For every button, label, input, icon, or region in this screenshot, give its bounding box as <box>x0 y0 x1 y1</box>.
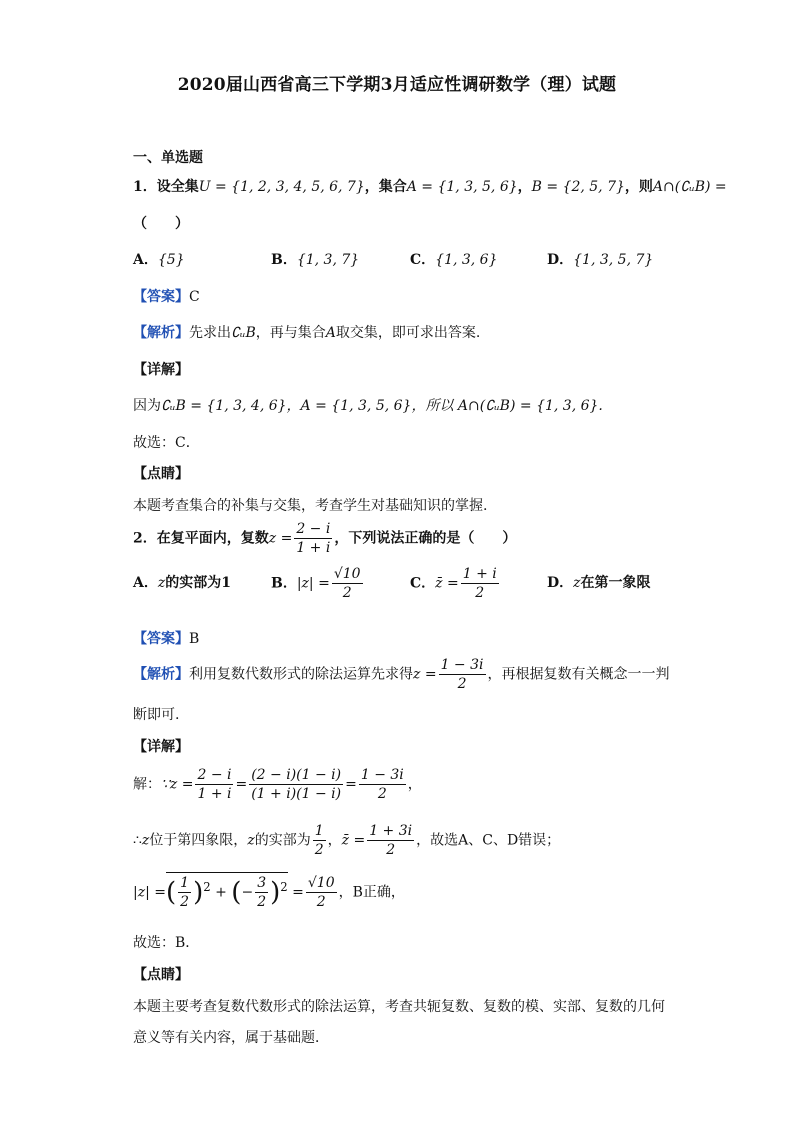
q1-answer-tag: 【答案】 <box>133 289 189 305</box>
q1-option-b-label: B． <box>271 252 297 268</box>
q2-sol-f2-den: (1 + i)(1 − i) <box>251 786 342 802</box>
q2-l3-t1-den: 2 <box>180 894 190 910</box>
q2-option-b-label: B． <box>271 575 297 592</box>
q2-comment-line2: 意义等有关内容，属于基础题． <box>133 1030 329 1046</box>
q2-stem-prefix: 2．在复平面内，复数 <box>133 530 269 547</box>
q2-l2-frac <box>367 822 414 859</box>
q1-analysis-text1: 先求出 <box>189 325 231 341</box>
q1-analysis <box>133 322 480 342</box>
q1-choose: 故选：C． <box>133 435 200 451</box>
q2-l3-result <box>306 874 337 911</box>
q2-analysis-den: 2 <box>457 676 467 692</box>
q2-z-eq: z = <box>268 530 293 547</box>
q1-analysis-tag: 【解析】 <box>133 325 189 341</box>
q2-analysis-text2: ，再根据复数有关概念一一判 <box>487 666 670 683</box>
q2-option-d <box>547 572 651 592</box>
q2-option-b-num: √10 <box>333 566 361 582</box>
q2-answer-tag: 【答案】 <box>133 631 189 647</box>
q1-analysis-expr: ∁ᵤB <box>231 325 256 341</box>
q2-solution-line1: 解：∵z = $\frac{2 - i}{1 + i}$ = $\frac{(2 - i)(1 - i)}{(1 + i)(1 - i)}$ = $\frac{1 - 3i}{2}$ ， <box>133 767 422 802</box>
q1-analysis-a: A <box>325 325 336 341</box>
q2-l2-c: 的实部为 <box>254 832 311 849</box>
q2-analysis-num: 1 − 3i <box>440 657 484 673</box>
q2-stem-fraction <box>294 520 332 557</box>
q1-answer <box>133 286 200 306</box>
q2-l2-half-num: 1 <box>314 823 324 839</box>
document-title: 2020届山西省高三下学期3月适应性调研数学（理）试题 <box>177 75 617 95</box>
q1-paren: （ ） <box>133 216 189 232</box>
q1-stem-prefix: 1．设全集 <box>133 179 199 195</box>
q2-l3-lhs: |z| = <box>133 884 166 901</box>
q2-sol-frac1 <box>195 766 233 803</box>
q2-l3-den: 2 <box>316 894 326 910</box>
q1-u-set: U = {1, 2, 3, 4, 5, 6, 7} <box>198 179 365 195</box>
q2-solution-line3 <box>133 872 405 911</box>
q2-option-b <box>271 565 365 602</box>
q2-l2-d: ， <box>327 832 342 849</box>
q1-detail-text: 因为 <box>133 398 161 414</box>
q2-option-a-label: A． <box>133 575 158 591</box>
q2-option-c-num: 1 + i <box>462 566 497 582</box>
q1-detail-tag: 【详解】 <box>133 362 189 378</box>
q2-sol-f2-num: (2 − i)(1 − i) <box>251 767 342 783</box>
q1-option-a-value: {5} <box>157 252 185 268</box>
q1-detail <box>133 395 603 415</box>
q2-l3-tail: ，B正确， <box>338 884 405 901</box>
q2-l3-t2-den: 2 <box>257 894 267 910</box>
q1-option-d-value: {1, 3, 5, 7} <box>573 252 654 268</box>
q2-stem-suffix: ，下列说法正确的是（ ） <box>334 530 517 547</box>
q1-stem-mid1: ，集合 <box>364 179 407 195</box>
q1-b-set: B = {2, 5, 7} <box>531 179 625 195</box>
q2-solution-line2 <box>133 822 560 859</box>
q2-analysis <box>133 656 670 693</box>
q2-l3-sqrt: ( $\frac{1}{2}$ )$^2$ + (− $\frac{3}{2}$ )$^2$ <box>166 872 288 911</box>
q2-l2-half <box>313 822 326 859</box>
q2-l2-z: z <box>141 832 150 849</box>
q1-option-a <box>133 249 185 269</box>
q2-sol-f3-den: 2 <box>377 786 387 802</box>
q2-option-a-text: 的实部为1 <box>165 575 232 591</box>
q2-sol-f3-num: 1 − 3i <box>360 767 404 783</box>
q1-a-set: A = {1, 3, 5, 6} <box>406 179 518 195</box>
q2-l2-den: 2 <box>386 842 396 858</box>
section-heading: 一、单选题 <box>133 150 203 166</box>
q2-option-d-z: z <box>573 575 581 591</box>
q2-l3-t1 <box>178 874 191 911</box>
q2-comment-tag: 【点睛】 <box>133 967 189 983</box>
q1-detail-math: ∁ᵤB = {1, 3, 4, 6}，A = {1, 3, 5, 6}，所以 A∩(∁ᵤB) = {1, 3, 6}. <box>161 398 603 414</box>
q2-l2-e: ，故选A、C、D错误； <box>416 832 561 849</box>
q2-sol-z: ∵z = <box>161 776 194 793</box>
q2-option-a-z: z <box>157 575 166 591</box>
q1-comment-tag: 【点睛】 <box>133 466 189 482</box>
q2-l3-t2 <box>255 874 268 911</box>
q2-l2-zbar: z̄ = <box>341 832 366 849</box>
q2-analysis-text1: 利用复数代数形式的除法运算先求得 <box>189 666 413 683</box>
q2-option-c <box>410 565 501 602</box>
q2-analysis-cont: 断即可. <box>133 707 180 723</box>
q1-option-b-value: {1, 3, 7} <box>296 252 360 268</box>
q2-option-a <box>133 572 231 592</box>
q2-sol-f1-den: 1 + i <box>197 786 232 802</box>
q2-option-c-den: 2 <box>475 585 485 601</box>
q1-expr: A∩(∁ᵤB) = <box>652 179 727 195</box>
q2-sol-frac3 <box>359 766 406 803</box>
q2-option-c-frac <box>461 565 499 602</box>
q2-l3-eq: = <box>292 884 304 901</box>
q2-comment-line1: 本题主要考查复数代数形式的除法运算，考查共轭复数、复数的模、实部、复数的几何 <box>133 999 665 1015</box>
q1-comment: 本题考查集合的补集与交集，考查学生对基础知识的掌握. <box>133 498 488 514</box>
q2-answer-value: B <box>189 631 200 647</box>
q2-l2-z2: z <box>247 832 255 849</box>
q2-l2-num: 1 + 3i <box>369 823 413 839</box>
q2-l3-t2-num: 3 <box>257 875 267 891</box>
q1-stem <box>133 176 727 196</box>
q1-option-d <box>547 249 653 269</box>
q2-option-b-den: 2 <box>342 585 352 601</box>
q2-l2-half-den: 2 <box>314 842 324 858</box>
q1-sep: ， <box>517 179 532 195</box>
q2-stem <box>133 520 516 557</box>
q2-option-c-label: C． <box>410 575 436 592</box>
q2-l3-num: √10 <box>307 875 335 891</box>
q2-option-b-lhs: |z| = <box>296 575 330 592</box>
q2-option-d-label: D． <box>547 575 574 591</box>
q1-option-d-label: D． <box>547 252 574 268</box>
q1-stem-mid2: ，则 <box>624 179 653 195</box>
q2-stem-frac-den: 1 + i <box>296 540 331 556</box>
q2-l3-t1-num: 1 <box>180 875 190 891</box>
q1-option-b <box>271 249 359 269</box>
q2-sol-f1-num: 2 − i <box>197 767 232 783</box>
q2-sol-prefix: 解： <box>133 776 161 793</box>
q2-sol-tail: ， <box>407 776 422 793</box>
q2-option-c-lhs: z̄ = <box>435 575 459 592</box>
q2-analysis-tag: 【解析】 <box>133 666 189 683</box>
q2-option-b-frac <box>332 565 363 602</box>
q2-sol-frac2 <box>249 766 343 803</box>
q2-stem-frac-num: 2 − i <box>296 521 331 537</box>
q1-option-c-value: {1, 3, 6} <box>435 252 498 268</box>
q2-l2-a: ∴ <box>133 832 142 849</box>
q2-l3-plus: + <box>215 884 227 901</box>
q1-analysis-text2: ，再与集合 <box>255 325 326 341</box>
q1-option-c-label: C． <box>410 252 436 268</box>
q2-l2-b: 位于第四象限， <box>149 832 248 849</box>
q1-analysis-text3: 取交集，即可求出答案. <box>335 325 481 341</box>
q2-answer <box>133 628 199 648</box>
q2-analysis-frac <box>439 656 486 693</box>
q1-option-a-label: A． <box>133 252 158 268</box>
q2-detail-tag: 【详解】 <box>133 739 189 755</box>
q1-answer-value: C <box>189 289 200 305</box>
q2-analysis-zeq: z = <box>413 666 437 683</box>
q2-option-d-text: 在第一象限 <box>580 575 651 591</box>
q2-choose: 故选：B． <box>133 935 200 951</box>
q1-option-c <box>410 249 498 269</box>
